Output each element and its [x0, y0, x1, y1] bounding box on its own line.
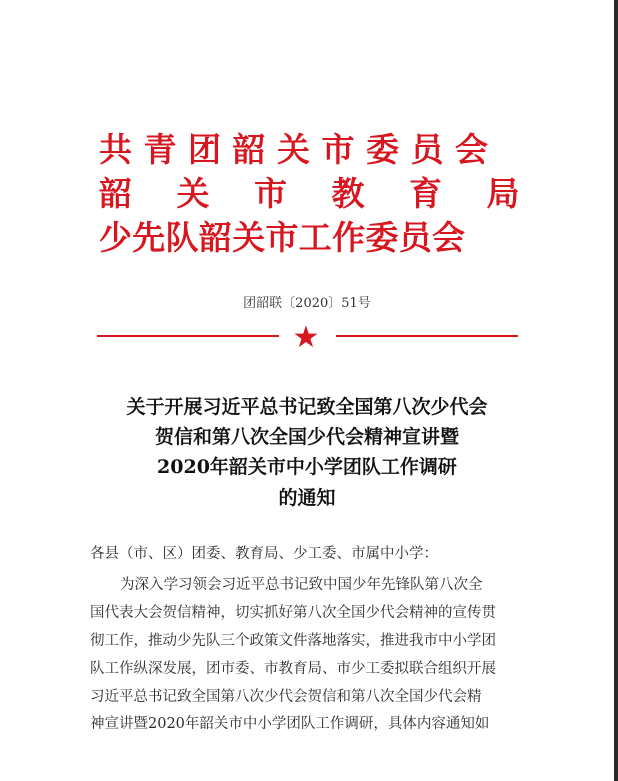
notice-title-line: 贺信和第八次全国少代会精神宣讲暨: [154, 426, 459, 448]
red-divider-right: [336, 335, 518, 337]
salutation: 各县（市、区）团委、教育局、少工委、市属中小学：: [90, 546, 438, 562]
body-text-line: 习近平总书记致全国第八次少代会贺信和第八次全国少代会精: [90, 689, 482, 705]
red-divider-left: [97, 335, 279, 337]
body-text-line: 队工作纵深发展，团市委、市教育局、市少工委拟联合组织开展: [90, 661, 496, 677]
notice-title-line: 的通知: [278, 487, 336, 509]
body-text-line: 神宣讲暨2020年韶关市中小学团队工作调研，具体内容通知如: [90, 716, 490, 732]
org-name-youth-league: 共青团韶关市委员会: [99, 130, 500, 169]
body-text-line: 彻工作，推动少先队三个政策文件落地落实，推进我市中小学团: [90, 633, 496, 649]
org-name-young-pioneers: 少先队韶关市工作委员会: [99, 218, 466, 257]
notice-title-line: 关于开展习近平总书记致全国第八次少代会: [126, 396, 488, 418]
body-text-line: 为深入学习领会习近平总书记致中国少年先锋队第八次全: [120, 577, 483, 593]
scan-edge: [614, 0, 618, 781]
document-number: 团韶联〔2020〕51号: [243, 296, 371, 311]
body-text-line: 国代表大会贺信精神，切实抓好第八次全国少代会精神的宣传贯: [90, 605, 496, 621]
org-name-education-bureau: 韶关市教育局: [99, 174, 564, 213]
star-icon: ★: [292, 320, 320, 355]
notice-title-line: 2020年韶关市中小学团队工作调研: [157, 456, 457, 478]
